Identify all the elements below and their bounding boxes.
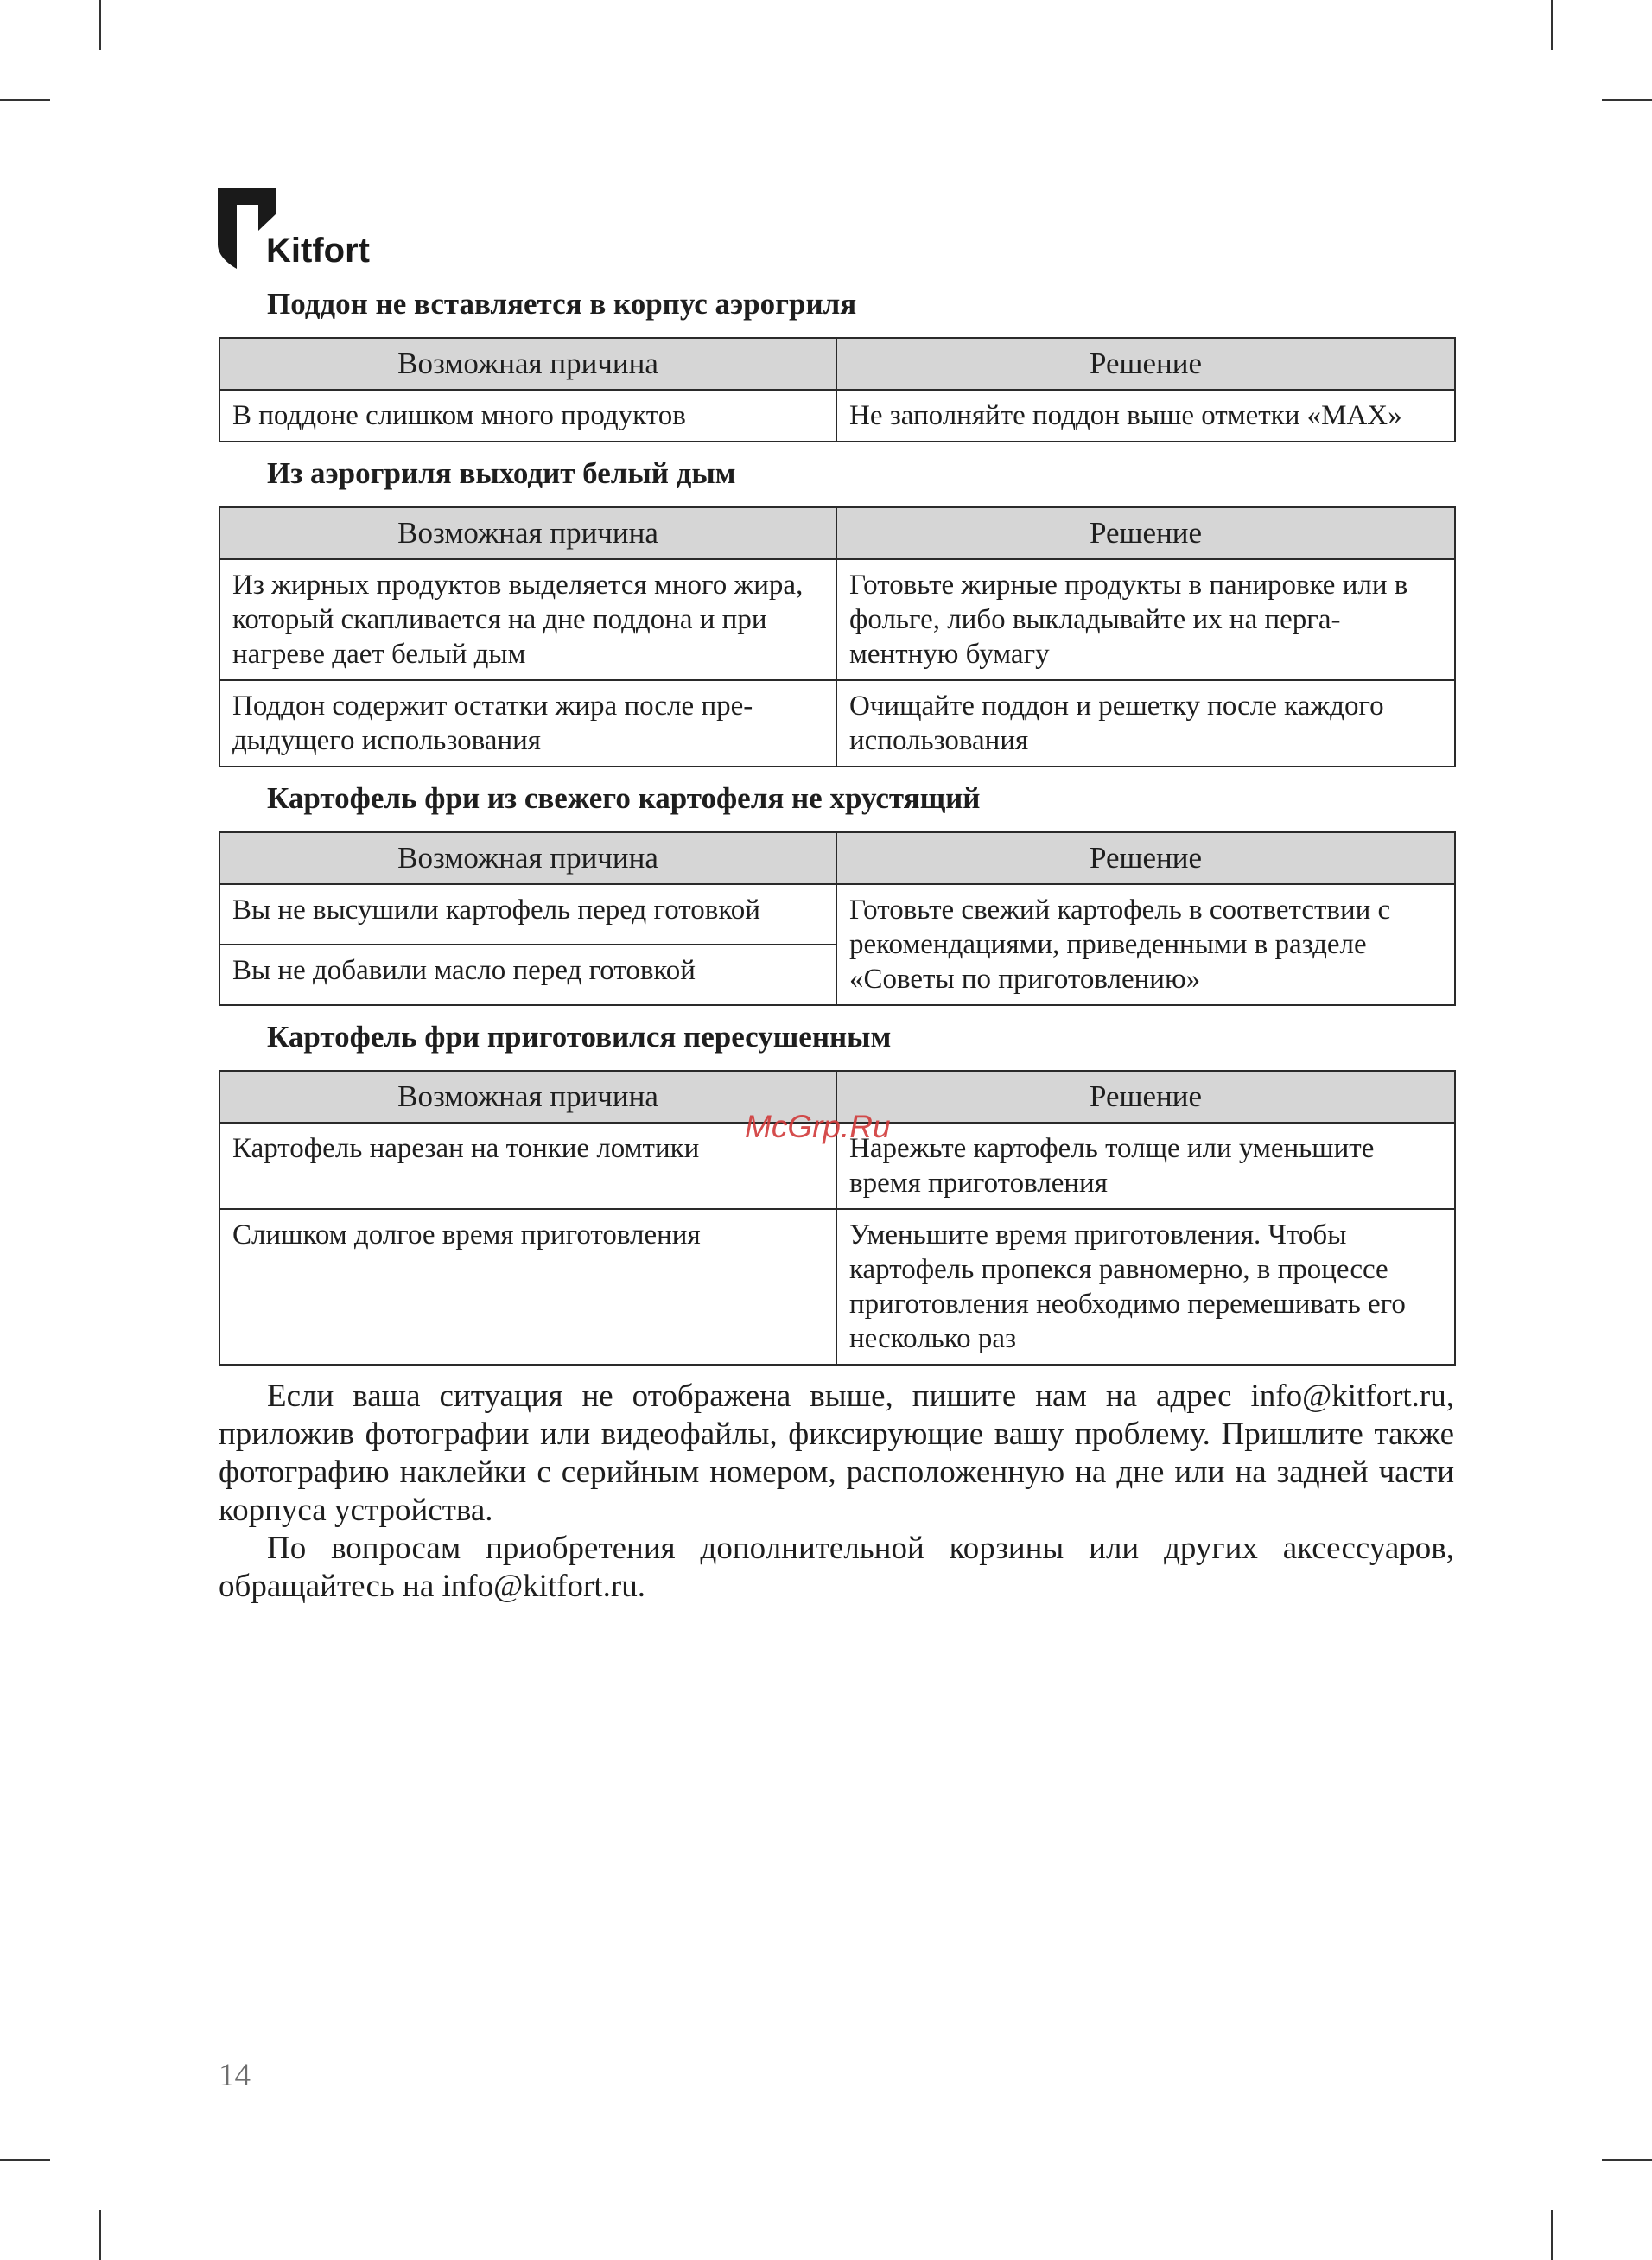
- crop-mark: [99, 2210, 101, 2260]
- crop-mark: [1551, 2210, 1553, 2260]
- header-solution: Решение: [836, 832, 1455, 884]
- solution-cell: Уменьшите время приготовления. Чтобы картофель пропекся равномерно, в процессе приготовления необходимо перемешивать его несколько раз: [836, 1209, 1455, 1365]
- crop-mark: [0, 99, 50, 101]
- logo-text: Kitfort: [266, 232, 370, 270]
- solution-cell: Очищайте поддон и решетку после каждого использования: [836, 680, 1455, 767]
- cause-cell: Вы не высушили картофель перед готовкой: [219, 884, 836, 945]
- solution-cell: Готовьте свежий картофель в соответствии с рекомендациями, приведенными в разделе «Советы по приготовлению»: [836, 884, 1455, 1005]
- table-row: [219, 680, 1455, 767]
- header-cause: Возможная причина: [219, 832, 836, 884]
- table-row: [219, 390, 1455, 442]
- troubleshooting-table: [219, 506, 1456, 767]
- cause-cell: Вы не добавили масло перед готовкой: [219, 945, 836, 1005]
- cause-cell: Из жирных продуктов выделяется много жира, который скапливается на дне поддона и при нагреве дает белый дым: [219, 559, 836, 680]
- header-cause: Возможная причина: [219, 338, 836, 390]
- header-solution: Решение: [836, 338, 1455, 390]
- crop-mark: [1602, 2159, 1652, 2161]
- cause-cell: Картофель нарезан на тонкие ломтики: [219, 1123, 836, 1209]
- solution-cell: Готовьте жирные продукты в панировке или в фольге, либо выкладывайте их на перга-ментную бумагу: [836, 559, 1455, 680]
- header-solution: Решение: [836, 507, 1455, 559]
- troubleshooting-table: [219, 337, 1456, 442]
- watermark: McGrp.Ru: [745, 1109, 891, 1144]
- crop-mark: [0, 2159, 50, 2161]
- section-title: Картофель фри из свежего картофеля не хрустящий: [267, 781, 981, 815]
- section-title: Поддон не вставляется в корпус аэрогриля: [267, 287, 857, 321]
- crop-mark: [1602, 99, 1652, 101]
- contact-paragraph: Если ваша ситуация не отображена выше, пишите нам на адрес info@kitfort.ru, приложив фотографии или видеофайлы, фиксирующие вашу проблему. Пришлите также фотографию наклейки с серийным номером, расположенную на дне или на задней части корпуса устройства.: [219, 1378, 1454, 1528]
- solution-cell: Не заполняйте поддон выше отметки «MAX»: [836, 390, 1455, 442]
- cause-cell: Слишком долгое время приготовления: [219, 1209, 836, 1365]
- header-cause: Возможная причина: [219, 507, 836, 559]
- table-row: [219, 559, 1455, 680]
- cause-cell: Поддон содержит остатки жира после пре-дыдущего использования: [219, 680, 836, 767]
- solution-cell: Нарежьте картофель толще или уменьшите время приготовления: [836, 1123, 1455, 1209]
- table-header-row: [219, 507, 1455, 559]
- header-solution: Решение: [836, 1071, 1455, 1123]
- main-content: [219, 285, 1454, 1606]
- cause-cell: В поддоне слишком много продуктов: [219, 390, 836, 442]
- kitfort-logo: [218, 188, 391, 272]
- crop-mark: [1551, 0, 1553, 50]
- crop-mark: [99, 0, 101, 50]
- table-row: [219, 1209, 1455, 1365]
- table-header-row: [219, 832, 1455, 884]
- header-cause: Возможная причина: [219, 1071, 836, 1123]
- table-header-row: [219, 338, 1455, 390]
- table-row: [219, 884, 1455, 945]
- section-title: Из аэрогриля выходит белый дым: [267, 456, 736, 490]
- accessories-paragraph: По вопросам приобретения дополнительной корзины или других аксессуаров, обращайтесь на info@kitfort.ru.: [219, 1531, 1454, 1604]
- page-number: 14: [219, 2058, 251, 2093]
- troubleshooting-table: [219, 831, 1456, 1006]
- section-title: Картофель фри приготовился пересушенным: [267, 1020, 892, 1054]
